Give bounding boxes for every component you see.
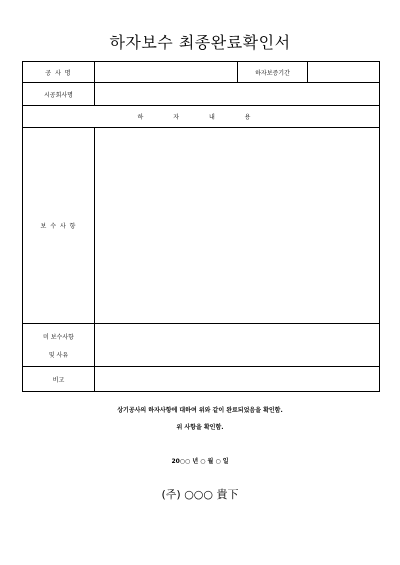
unrepaired-label-line2: 및 사유 (48, 351, 69, 359)
remarks-field[interactable] (95, 367, 380, 392)
contractor-field[interactable] (95, 83, 380, 106)
document-title: 하자보수 최종완료확인서 (109, 33, 291, 52)
confirmation-line: 위 사항을 확인함. (176, 424, 224, 431)
repair-items-label: 보 수 사 항 (23, 128, 95, 324)
confirmation-statement: 상기공사의 하자사항에 대하여 위와 같이 완료되었음을 확인함. (117, 407, 283, 414)
repair-items-field[interactable] (95, 128, 380, 324)
row-remarks (23, 367, 380, 392)
unrepaired-field[interactable] (95, 324, 380, 367)
unrepaired-label-line1: 미 보수사항 (43, 333, 74, 341)
row-repair-items (23, 128, 380, 324)
row-contractor (23, 83, 380, 106)
unrepaired-label (23, 324, 95, 367)
recipient-signature: (주) ○○○ 貴下 (161, 488, 239, 501)
row-unrepaired (23, 324, 380, 367)
warranty-period-field[interactable] (308, 62, 380, 83)
completion-form-table (22, 61, 380, 392)
project-name-field[interactable] (95, 62, 238, 83)
contractor-label: 시공회사명 (23, 83, 95, 106)
row-defect-header (23, 106, 380, 128)
row-project-name (23, 62, 380, 83)
document-date: 20○○ 년 ○ 월 ○ 일 (171, 458, 229, 465)
remarks-label: 비고 (23, 367, 95, 392)
warranty-period-label: 하자보증기간 (238, 62, 308, 83)
defect-section-header: 하 자 내 용 (23, 106, 380, 128)
project-name-label: 공 사 명 (23, 62, 95, 83)
